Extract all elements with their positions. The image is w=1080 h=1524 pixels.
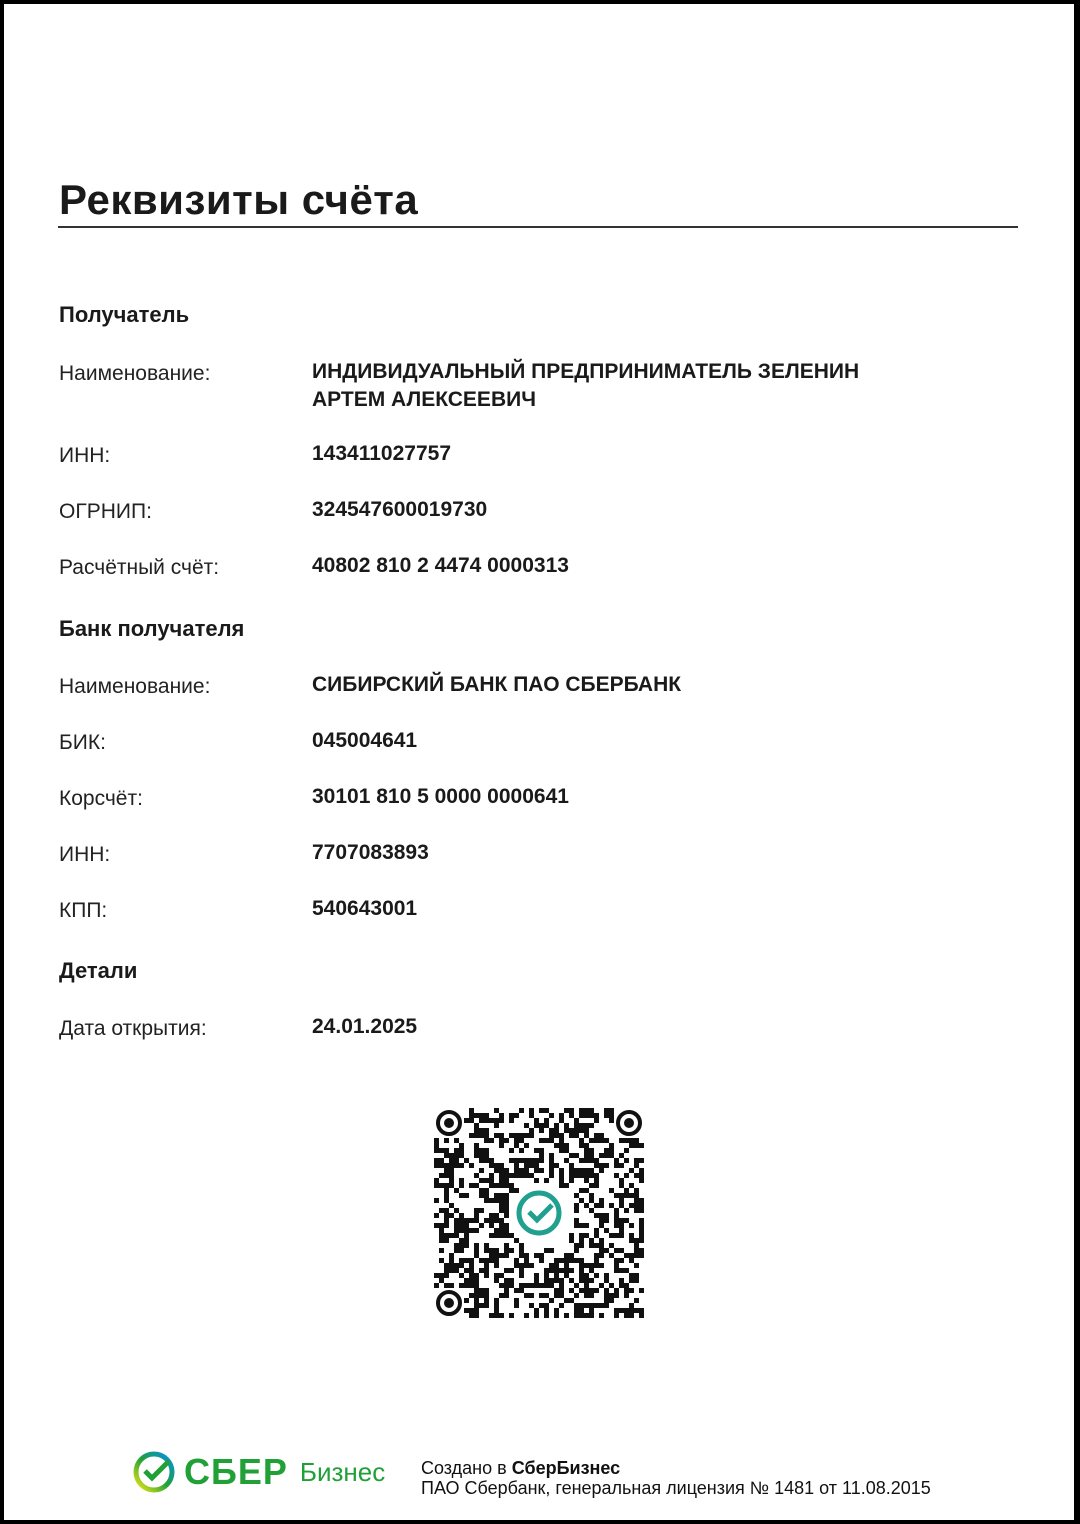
bik-label: БИК: [59, 731, 106, 754]
bik-value: 045004641 [312, 729, 418, 752]
page-title: Реквизиты счёта [59, 176, 419, 223]
license-text: ПАО Сбербанк, генеральная лицензия № 1481 от 11.08.2015 [421, 1478, 931, 1498]
open-date-value: 24.01.2025 [312, 1015, 418, 1038]
logo-biz-text: Бизнес [299, 1456, 386, 1487]
bank-name-value: СИБИРСКИЙ БАНК ПАО СБЕРБАНК [312, 673, 682, 696]
recipient-heading: Получатель [59, 302, 190, 327]
title-divider [58, 226, 1018, 228]
corr-value: 30101 810 5 0000 0000641 [312, 785, 569, 808]
recipient-name-value [312, 358, 972, 414]
recipient-name-line1: ИНДИВИДУАЛЬНЫЙ ПРЕДПРИНИМАТЕЛЬ ЗЕЛЕНИН [312, 360, 860, 383]
bank-heading: Банк получателя [59, 616, 245, 641]
footer-text [421, 1458, 931, 1498]
created-prefix: Создано в [421, 1458, 512, 1478]
sber-check-icon [132, 1450, 176, 1494]
recipient-inn-label: ИНН: [59, 444, 111, 467]
kpp-value: 540643001 [312, 897, 418, 920]
bank-inn-label: ИНН: [59, 843, 111, 866]
sber-business-logo [132, 1450, 385, 1494]
ogrnip-label: ОГРНИП: [59, 500, 152, 523]
recipient-name-label: Наименование: [59, 362, 211, 385]
account-label: Расчётный счёт: [59, 556, 220, 579]
details-heading: Детали [59, 958, 138, 983]
bank-inn-value: 7707083893 [312, 841, 429, 864]
ogrnip-value: 324547600019730 [312, 498, 488, 521]
recipient-inn-value: 143411027757 [312, 442, 451, 465]
account-value: 40802 810 2 4474 0000313 [312, 554, 569, 577]
corr-label: Корсчёт: [59, 787, 143, 810]
open-date-label: Дата открытия: [59, 1017, 207, 1040]
kpp-label: КПП: [59, 899, 108, 922]
recipient-name-line2: АРТЕМ АЛЕКСЕЕВИЧ [312, 388, 536, 411]
qr-code [434, 1108, 644, 1318]
created-brand: СберБизнес [511, 1458, 621, 1478]
document-page [4, 4, 1074, 1520]
logo-sber-text: СБЕР [184, 1451, 288, 1492]
bank-name-label: Наименование: [59, 675, 211, 698]
